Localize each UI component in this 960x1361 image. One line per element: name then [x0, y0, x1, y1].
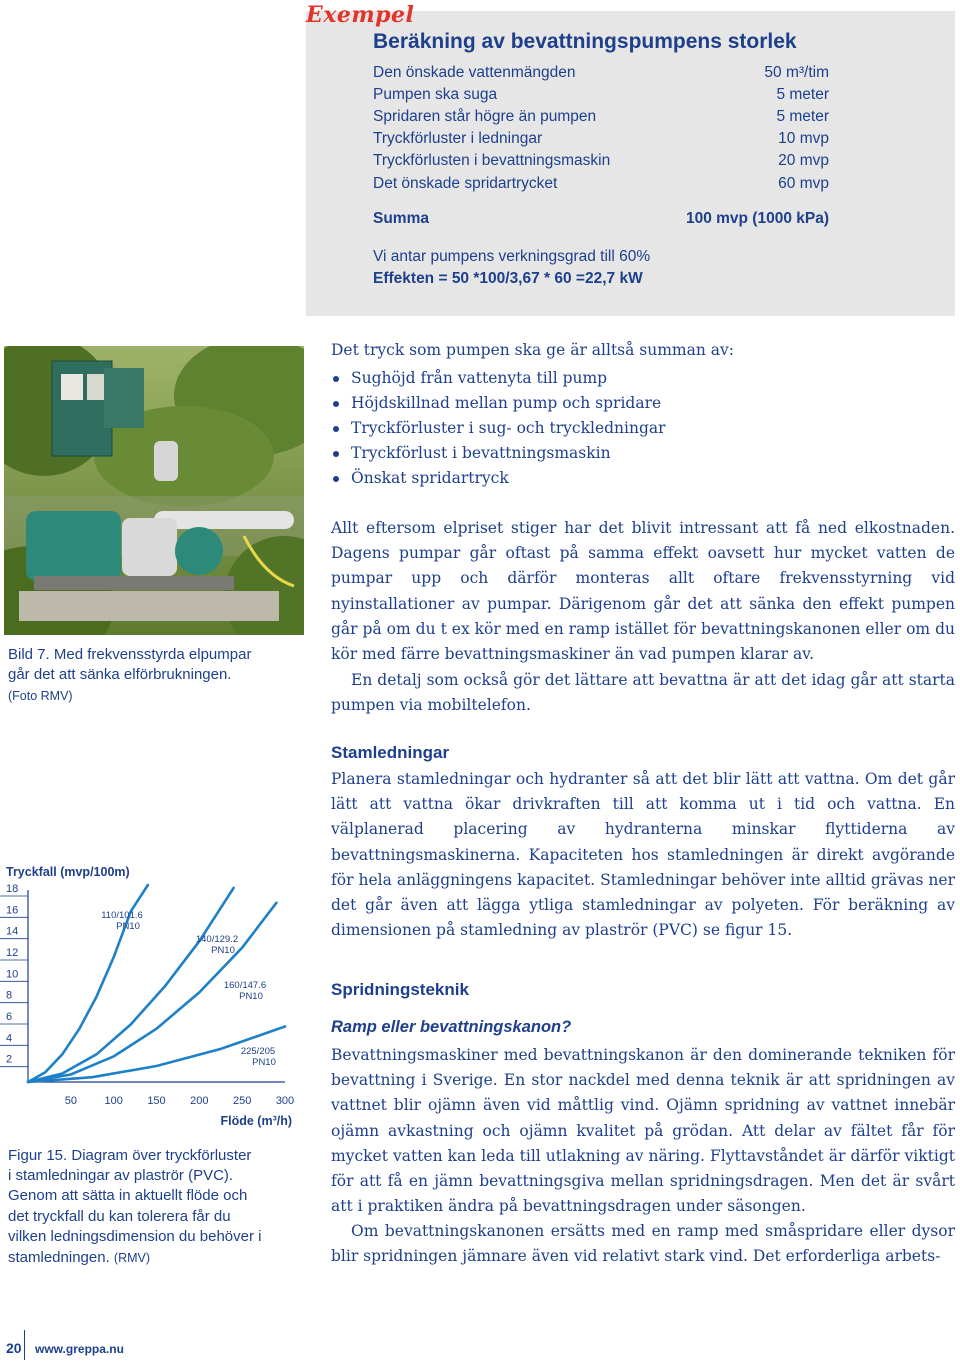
paragraph-stamledningar: Planera stamledningar och hydranter så att det blir lätt att vattna. Om det går lätt att vattna ökar drivkraften till att komma ut i tid och vattna. En välplanerad placering av hydranterna minskar flyttiderna av bevattningsmaskinerna. Kapaciteten hos stamledningen är direkt avgörande för hela anläggningens kapacitet. Stamledningar behöver inte alltid grävas ner det går även att lägga ytliga stamledningar av polyeten. För beräkning av dimensionen på stamledning av plaströr (PVC) se figur 15.: [331, 770, 955, 940]
example-effect-text: Effekten = 50 *100/3,67 * 60 =22,7 kW: [373, 270, 643, 287]
chart-y-tick-label: 8: [6, 989, 13, 1002]
list-item: Önskat spridartryck: [331, 466, 666, 491]
list-item: Tryckförlust i bevattningsmaskin: [331, 441, 666, 466]
figure-caption-line4: det tryckfall du kan tolerera får du: [8, 1208, 231, 1225]
chart-y-tick-label: 16: [6, 904, 19, 917]
figure-credit: (RMV): [113, 1251, 151, 1265]
chart-series-label: PN10: [211, 945, 235, 956]
chart-xlabel: Flöde (m³/h): [220, 1114, 292, 1128]
chart-x-tick-label: 100: [104, 1095, 123, 1107]
footer-divider: [24, 1330, 25, 1360]
list-item: Höjdskillnad mellan pump och spridare: [331, 391, 666, 416]
photo-credit: (Foto RMV): [8, 689, 73, 703]
chart-x-tick-label: 150: [147, 1095, 166, 1107]
figure-caption-line6: [8, 1248, 150, 1268]
chart-y-tick-label: 14: [6, 925, 19, 938]
figure-caption-line1: Figur 15. Diagram över tryckförluster: [8, 1147, 252, 1164]
chart-series-label: PN10: [116, 921, 140, 932]
example-row-label: Det önskade spridartrycket: [373, 175, 558, 192]
chart-x-tick-label: 50: [64, 1095, 77, 1107]
example-efficiency-text: Vi antar pumpens verkningsgrad till 60%: [373, 248, 651, 265]
example-sum-value: 100 mvp (1000 kPa): [685, 210, 829, 227]
paragraph-electricity: Allt eftersom elpriset stiger har det blivit intressant att få ned elkostnaden. Dagens pumpar går oftast på samma effekt oavsett hur mycket vatten de pumpar upp och därför monteras allt oftare frekvensstyrning vid nyinstallationer av pumpar. Därigenom går det att sänka den effekt pumpen går på om du t ex kör med en ramp istället för bevattningskanonen eller om du kör med färre bevattningsmaskiner än vad pumpen klarar av.: [331, 519, 955, 664]
chart-series-label: 110/101.6: [101, 910, 143, 921]
chart-series-label: PN10: [239, 991, 263, 1002]
paragraph-mobile: En detalj som också gör det lättare att bevattna är att det idag går att starta pumpen via mobiltelefon.: [331, 671, 955, 715]
chart-y-tick-label: 2: [6, 1053, 13, 1066]
example-row: [373, 150, 829, 172]
example-efficiency: [373, 246, 829, 268]
chart-series-label: 225/205: [240, 1046, 276, 1057]
chart-y-ticks: [0, 883, 28, 1067]
chart-x-tick-label: 250: [232, 1095, 252, 1107]
example-row-label: Pumpen ska suga: [373, 86, 498, 103]
example-sum-row: [373, 208, 829, 230]
chart-x-ticks: [65, 1095, 294, 1107]
chart-x-tick-label: 300: [275, 1095, 295, 1107]
example-label: Exempel: [306, 2, 415, 28]
chart-series-labels: [101, 910, 276, 1068]
example-row: [373, 62, 829, 84]
photo-caption-line1: Bild 7. Med frekvensstyrda elpumpar: [8, 646, 252, 663]
example-row-value: 5 meter: [776, 86, 829, 103]
heading-spridningsteknik: Spridningsteknik: [331, 980, 469, 999]
photo-caption-line2: går det att sänka elförbrukningen.: [8, 666, 232, 683]
example-sum-label: Summa: [373, 210, 429, 227]
chart-y-tick-label: 12: [6, 947, 19, 959]
example-row-value: 60 mvp: [778, 175, 829, 192]
chart-y-tick-label: 18: [6, 883, 19, 895]
list-item: Tryckförluster i sug- och tryckledningar: [331, 416, 666, 441]
example-row-value: 20 mvp: [778, 152, 829, 169]
chart-ylabel: Tryckfall (mvp/100m): [6, 865, 130, 879]
example-row: [373, 173, 829, 195]
example-title: Beräkning av bevattningspumpens storlek: [373, 30, 797, 53]
footer-link[interactable]: www.greppa.nu: [35, 1342, 124, 1356]
figure-caption-line2: i stamledningar av plaströr (PVC).: [8, 1167, 234, 1184]
pump-photo-illustration: [4, 346, 304, 635]
example-row-value: 50 m³/tim: [764, 64, 829, 81]
list-item: Sughöjd från vattenyta till pump: [331, 366, 666, 391]
chart-y-tick-label: 4: [6, 1032, 13, 1045]
pressure-loss-chart: [0, 860, 310, 1140]
intro-text: Det tryck som pumpen ska ge är alltså summan av:: [331, 341, 734, 359]
chart-series-label: PN10: [252, 1057, 276, 1068]
example-row-label: Den önskade vattenmängden: [373, 64, 576, 81]
paragraph-ramp: Om bevattningskanonen ersätts med en ramp med småspridare eller dysor blir spridningen jämnare även vid relativt stark vind. Det erforderliga arbets-: [331, 1222, 955, 1266]
example-row: [373, 128, 829, 150]
chart-series-label: 160/147.6: [223, 980, 267, 991]
figure-caption-line6-text: stamledningen.: [8, 1249, 110, 1266]
figure-caption-line5: vilken ledningsdimension du behöver i: [8, 1228, 262, 1245]
chart-y-tick-label: 10: [6, 968, 19, 981]
example-effect: [373, 268, 829, 290]
chart-series-label: 140/129.2: [195, 934, 239, 945]
figure-caption-line3: Genom att sätta in aktuellt flöde och: [8, 1187, 248, 1204]
example-row-value: 10 mvp: [778, 130, 829, 147]
pump-photo: [4, 346, 304, 635]
example-row-value: 5 meter: [776, 108, 829, 125]
bullet-list: [331, 366, 666, 491]
example-row: [373, 84, 829, 106]
chart-y-tick-label: 6: [6, 1011, 13, 1023]
example-row-label: Spridaren står högre än pumpen: [373, 108, 597, 125]
heading-stamledningar: Stamledningar: [331, 743, 450, 762]
example-row-label: Tryckförlusten i bevattningsmaskin: [373, 152, 611, 169]
example-row-label: Tryckförluster i ledningar: [373, 130, 543, 147]
subheading-ramp: Ramp eller bevattningskanon?: [331, 1018, 572, 1036]
example-row: [373, 106, 829, 128]
chart-x-tick-label: 200: [190, 1095, 209, 1107]
page-number: 20: [6, 1340, 22, 1356]
paragraph-spridning: Bevattningsmaskiner med bevattningskanon är den dominerande tekniken för bevattning i Sverige. En stor nackdel med denna teknik är att spridningen av vattnet blir ojämn även vid måttlig vind. Ojämn spridning av vattnet innebär ojämn avkastning och ojämn kvalitet på grödan. Att delar av fältet får för mycket vatten kan leda till utlakning av näring. Flyttavståndet är därför viktigt för att få en jämn bevattningsgiva mellan spridningsdragen. Men det är svårt att i praktiken ändra på bevattningsdragen under säsongen.: [331, 1046, 955, 1216]
